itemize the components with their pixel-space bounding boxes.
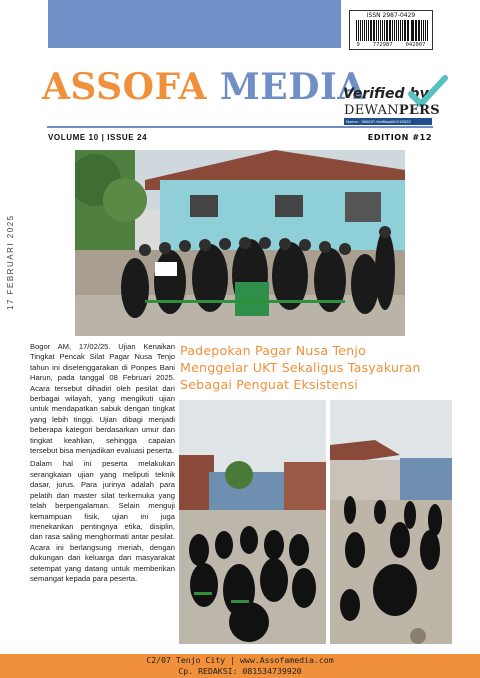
volume-issue: VOLUME 10 | ISSUE 24 [48,133,148,142]
headline-line-3: Sebagai Penguat Eksistensi [180,377,358,392]
exam-photo-2 [330,400,452,644]
dewan-pers-logo: DEWANPERS [344,103,440,118]
barcode-digits: 9 772987 042007 [356,42,426,48]
edition-number: EDITION #12 [367,133,432,142]
paragraph-2: Dalam hal ini peserta melakukan serangkaian ujian yang meliputi teknik dasar, jurus. Para jurinya adalah para pelatih dan master silat terkemuka yang telah berpengalaman. Selain menguji kemampuan fisik, ujian ini juga menekankan pentingnya etika, disiplin, dan rasa saling menghormati antar pesilat. Acara ini berlangsung meriah, dengan dukungan dari keluarga dan masyarakat setempat yang datang untuk memberikan semangat kepada para peserta. [30,459,175,583]
header-divider [47,126,433,128]
exam-photo-1 [179,400,326,644]
barcode-bars [356,20,428,41]
masthead-title [42,66,366,108]
paragraph-1: Bogor AM, 17/02/25. Ujian Kenaikan Tingkat Pencak Silat Pagar Nusa Tenjo tahun ini diselenggarakan di Ponpes Bani Harun, pada tanggal 08 Februari 2025. Acara tersebut dihadiri oleh pesilat dari berbagai wilayah, yang mengikuti ujian untuk mendapatkan sabuk dengan tingkat yang lebih tinggi. Ujian dibagi menjadi beberapa kategori berdasarkan umur dan tingkat keahlian, sehingga capaian tersebut bisa menjadikan evaluasi peserta. [30,342,175,456]
side-date: 17 FEBRUARI 2025 [6,214,15,310]
masthead-part-media: MEDIA [219,66,366,108]
headline-line-1: Padepokan Pagar Nusa Tenjo [180,343,366,358]
footer-phone: Cp. REDAKSI: 081534739920 [178,665,302,676]
footer-contact [0,655,480,676]
verification-number: Nomor : 966/DP-Verifikasi/K/XI/2022 [344,118,432,125]
footer-address: C2/07 Tenjo City | www.Assofamedia.com [146,655,334,665]
headline-line-2: Menggelar UKT Sekaligus Tasyakuran [180,360,421,375]
main-photo [75,150,405,336]
article-headline [180,342,445,393]
barcode [349,10,433,50]
footer-bar [0,654,480,678]
masthead-part-assofa: ASSOFA [42,66,207,108]
article-body [30,342,175,588]
issn-number: ISSN 2987-0429 [366,12,416,19]
verified-label: Verified by [343,86,429,102]
top-color-band [48,0,341,48]
